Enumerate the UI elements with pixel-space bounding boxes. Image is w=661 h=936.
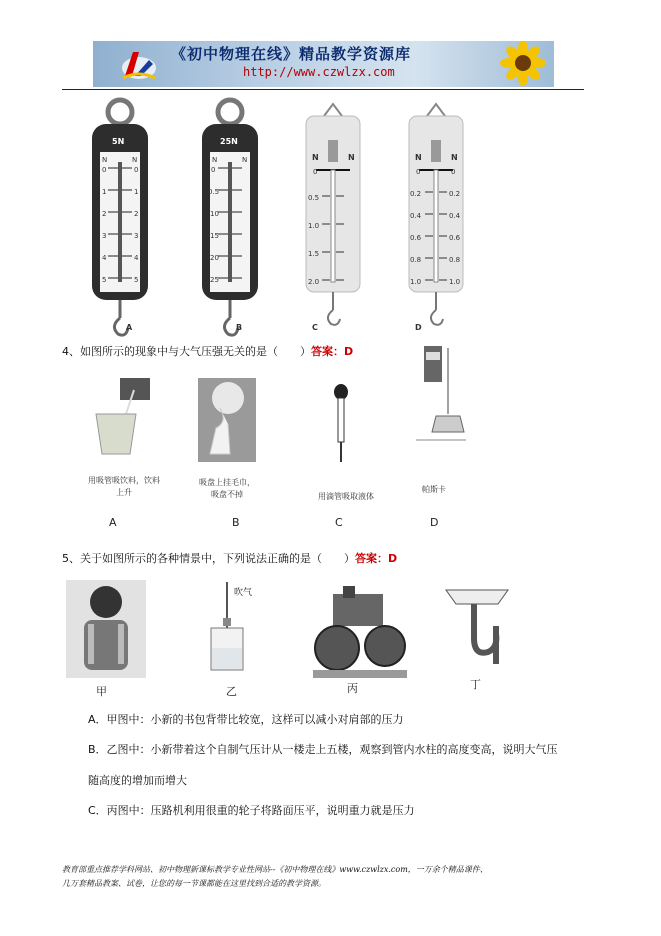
- q4-option-d: D: [430, 516, 439, 529]
- straw-drink-icon: [90, 376, 152, 458]
- q5-choice-c: C．丙图中：压路机利用很重的轮子将路面压平，说明重力就是压力: [88, 804, 415, 817]
- header-banner: [93, 41, 554, 87]
- banner-url: http://www.czwlzx.com: [243, 65, 395, 79]
- scale-d-tick-left: 0.4: [410, 212, 422, 220]
- scale-b-unit-right: N: [242, 156, 248, 164]
- question-4: [62, 343, 353, 359]
- spring-scale-c: [302, 100, 364, 340]
- scale-d-tick-right: 0.8: [449, 256, 461, 264]
- scale-b-unit-left: N: [212, 156, 218, 164]
- q5-figure-ding: [444, 586, 510, 666]
- question-5-text: 5、关于如图所示的各种情景中，下列说法正确的是（ ）: [62, 552, 355, 565]
- question-4-text: 4、如图所示的现象中与大气压强无关的是（ ）: [62, 345, 311, 358]
- scale-b-tick: 0: [211, 166, 216, 174]
- scale-b-tick: 0.5: [208, 188, 220, 196]
- scale-d-tick-left: 0.2: [410, 190, 422, 198]
- q4-caption-c: 用滴管吸取液体: [318, 492, 374, 501]
- scale-c-tick: 0: [313, 168, 318, 176]
- q4-option-c: C: [335, 516, 343, 529]
- scale-b-tick: 15: [210, 232, 219, 240]
- q5-label-yi: 乙: [226, 685, 237, 698]
- q5-label-bing: 丙: [347, 682, 358, 695]
- q4-option-a: A: [109, 516, 117, 529]
- q4-caption-d: 帕斯卡: [422, 485, 446, 494]
- scale-a-tick: 4: [102, 254, 107, 262]
- scale-d-unit-left: N: [415, 153, 422, 162]
- scale-b-label: B: [236, 323, 243, 332]
- scale-d-tick-left: 0: [416, 168, 421, 176]
- scale-d-tick-right: 0: [451, 168, 456, 176]
- scale-d-tick-right: 0.4: [449, 212, 461, 220]
- scale-d-tick-left: 0.8: [410, 256, 422, 264]
- spring-scale-b-drawing: [200, 96, 260, 342]
- scale-d-label: D: [415, 323, 422, 332]
- scale-d-tick-right: 0.6: [449, 234, 461, 242]
- spring-scale-a-drawing: [90, 96, 150, 342]
- header-rule: [62, 89, 584, 90]
- scale-b-tick: 20: [210, 254, 219, 262]
- question-4-answer: 答案：D: [311, 345, 354, 358]
- scale-a-unit-right: N: [132, 156, 138, 164]
- scale-a-tick: 3: [102, 232, 107, 240]
- q4-figure-c: [330, 384, 352, 464]
- scale-a-tick: 2: [102, 210, 107, 218]
- spring-scale-d: [405, 100, 467, 340]
- scale-a-tick: 0: [102, 166, 107, 174]
- q5-figure-bing: [313, 586, 407, 678]
- suction-cup-towel-icon: [198, 378, 256, 462]
- question-5: [62, 550, 397, 566]
- scale-c-unit-right: N: [348, 153, 355, 162]
- footer-line-1: 教育部重点推荐学科网站、初中物理新课标教学专业性网站--《初中物理在线》www.czwlzx.com，一万余个精品课件、: [62, 865, 488, 874]
- banner-title: 《初中物理在线》精品教学资源库: [171, 45, 412, 63]
- scale-c-tick: 1.5: [308, 250, 320, 258]
- scale-a-label: A: [126, 323, 133, 332]
- scale-d-unit-right: N: [451, 153, 458, 162]
- scale-a-tick-right: 0: [134, 166, 139, 174]
- scale-c-unit-left: N: [312, 153, 319, 162]
- logo-icon: [119, 46, 159, 84]
- spring-scale-b: [200, 96, 260, 342]
- q5-blow-label: 吹气: [234, 588, 253, 598]
- scale-d-tick-left: 0.6: [410, 234, 422, 242]
- scale-a-tick-right: 5: [134, 276, 139, 284]
- q4-figure-a: [90, 376, 152, 458]
- scale-a-tick-right: 3: [134, 232, 139, 240]
- scale-d-tick-right: 0.2: [449, 190, 461, 198]
- scale-d-tick-right: 1.0: [449, 278, 461, 286]
- scale-a-tick: 1: [102, 188, 107, 196]
- q5-label-jia: 甲: [96, 685, 107, 698]
- sunflower-icon: [493, 41, 554, 87]
- q4-figure-d: [416, 342, 466, 442]
- q4-option-b: B: [232, 516, 240, 529]
- student-backpack-icon: [66, 580, 146, 678]
- scale-a-tick-right: 4: [134, 254, 139, 262]
- scale-b-tick: 10: [210, 210, 219, 218]
- pascal-barrel-icon: [416, 342, 466, 442]
- q4-caption-b: 吸盘上挂毛巾，吸盘不掉: [199, 478, 255, 499]
- scale-b-tick: 25: [210, 276, 219, 284]
- scale-a-range: 5N: [112, 137, 125, 146]
- q4-caption-a: 用吸管吸饮料，饮料上升: [88, 476, 160, 497]
- scale-c-label: C: [312, 323, 318, 332]
- q5-choice-b-line1: B．乙图中：小新带着这个自制气压计从一楼走上五楼，观察到管内水柱的高度变高，说明大气压: [88, 743, 558, 756]
- footer-line-2: 几万套精品教案、试卷，让您的每一节课都能在这里找到合适的教学资源。: [62, 879, 326, 888]
- scale-a-unit-left: N: [102, 156, 108, 164]
- spring-scale-a: [90, 96, 150, 342]
- sink-trap-icon: [444, 586, 510, 666]
- dropper-icon: [330, 384, 352, 464]
- q5-choice-b-line2: 随高度的增加而增大: [88, 774, 187, 787]
- scale-a-tick-right: 1: [134, 188, 139, 196]
- scale-c-tick: 2.0: [308, 278, 320, 286]
- q5-choice-a: A．甲图中：小新的书包背带比较宽，这样可以减小对肩部的压力: [88, 713, 404, 726]
- q4-figure-b: [198, 378, 256, 462]
- scale-b-range: 25N: [220, 137, 238, 146]
- scale-a-tick: 5: [102, 276, 107, 284]
- scale-a-tick-right: 2: [134, 210, 139, 218]
- scale-c-tick: 0.5: [308, 194, 320, 202]
- scale-c-tick: 1.0: [308, 222, 320, 230]
- scale-d-tick-left: 1.0: [410, 278, 422, 286]
- road-roller-icon: [313, 586, 407, 678]
- q5-label-ding: 丁: [470, 678, 481, 691]
- q5-figure-jia: [66, 580, 146, 678]
- question-5-answer: 答案：D: [355, 552, 398, 565]
